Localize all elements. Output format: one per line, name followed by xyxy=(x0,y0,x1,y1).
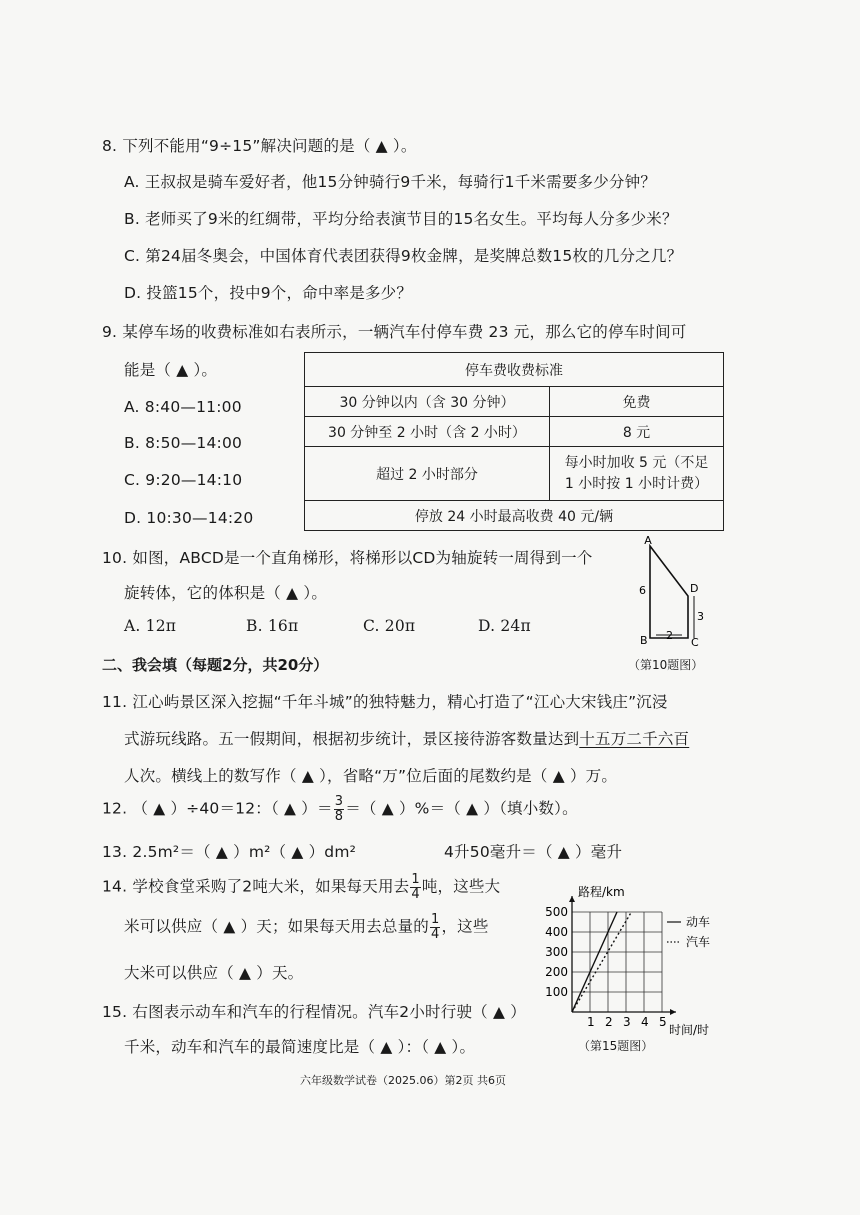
fee-row3-price-line2: 1 小时按 1 小时计费） xyxy=(564,475,709,492)
x-tick-label: 2 xyxy=(605,1015,613,1029)
parking-fee-table xyxy=(304,352,724,531)
label-d: D xyxy=(690,582,699,595)
q14-line1-fraction xyxy=(410,873,420,901)
chart-x-axis-label: 时间/时 xyxy=(669,1023,710,1037)
y-tick-label: 400 xyxy=(545,925,568,939)
fee-row2-condition: 30 分钟至 2 小时（含 2 小时） xyxy=(305,417,550,447)
fee-row1-price: 免费 xyxy=(550,387,724,417)
length-bc: 2 xyxy=(666,629,673,642)
q11-line2 xyxy=(124,727,689,749)
q11-line2-text: 式游玩线路。五一假期间，根据初步统计，景区接待游客数量达到 xyxy=(124,730,580,748)
q9-option-b: B. 8:50—14:00 xyxy=(124,434,243,452)
x-tick-label: 4 xyxy=(641,1015,649,1029)
q14-line2 xyxy=(124,913,489,941)
q15-line1: 15. 右图表示动车和汽车的行程情况。汽车2小时行驶（ ▲ ） xyxy=(102,1003,526,1021)
x-tick-label: 3 xyxy=(623,1015,631,1029)
q14-line2-frac-num: 1 xyxy=(430,912,440,927)
q9-option-d: D. 10:30—14:20 xyxy=(124,509,254,527)
fee-table-footer: 停放 24 小时最高收费 40 元/辆 xyxy=(305,501,724,531)
q8-option-c: C. 第24届冬奥会，中国体育代表团获得9枚金牌，是奖牌总数15枚的几分之几？ xyxy=(124,247,683,265)
label-a: A xyxy=(644,534,652,547)
q12-frac-num: 3 xyxy=(334,794,344,809)
label-b: B xyxy=(640,634,648,647)
q13-part-b: 4升50毫升＝（ ▲ ）毫升 xyxy=(444,843,623,861)
x-tick-label: 5 xyxy=(659,1015,667,1029)
length-ab: 6 xyxy=(639,584,646,597)
q14-line2-fraction xyxy=(430,913,440,941)
trapezoid-shape xyxy=(650,546,688,638)
q9-option-c: C. 9:20—14:10 xyxy=(124,471,243,489)
q12-line xyxy=(102,795,578,823)
q8-option-b: B. 老师买了9米的红绸带，平均分给表演节目的15名女生。平均每人分多少米？ xyxy=(124,210,678,228)
q12-part-b: ＝（ ▲ ）%＝（ ▲ ）（填小数）。 xyxy=(345,799,578,818)
q8-stem: 8. 下列不能用“9÷15”解决问题的是（ ▲ ）。 xyxy=(102,137,417,155)
fee-row2-price: 8 元 xyxy=(550,417,724,447)
q10-figure-caption: （第10题图） xyxy=(628,658,704,672)
q10-stem-line1: 10. 如图，ABCD是一个直角梯形，将梯形以CD为轴旋转一周得到一个 xyxy=(102,549,593,567)
series-line-0 xyxy=(572,912,617,1012)
q11-line3: 人次。横线上的数写作（ ▲ ），省略“万”位后面的尾数约是（ ▲ ）万。 xyxy=(124,767,618,785)
legend-series-2-label: 汽车 xyxy=(686,935,711,949)
y-tick-label: 100 xyxy=(545,985,568,999)
fee-row3-condition: 超过 2 小时部分 xyxy=(305,447,550,501)
q13-part-a: 13. 2.5m²＝（ ▲ ）m²（ ▲ ）dm² xyxy=(102,843,357,861)
y-tick-label: 300 xyxy=(545,945,568,959)
q9-stem-line2: 能是（ ▲ ）。 xyxy=(124,361,218,379)
q10-stem-line2: 旋转体，它的体积是（ ▲ ）。 xyxy=(124,584,328,602)
y-tick-label: 500 xyxy=(545,905,568,919)
q11-line1: 11. 江心屿景区深入挖掘“千年斗城”的独特魅力，精心打造了“江心大宋钱庄”沉浸 xyxy=(102,693,668,711)
trapezoid-figure xyxy=(628,534,708,649)
q12-frac-den: 8 xyxy=(334,808,344,824)
x-axis-arrow xyxy=(670,1009,676,1015)
q9-stem-line1: 9. 某停车场的收费标准如右表所示，一辆汽车付停车费 23 元，那么它的停车时间可 xyxy=(102,323,687,341)
q11-underlined-number: 十五万二千六百 xyxy=(579,730,690,748)
y-tick-label: 200 xyxy=(545,965,568,979)
chart-y-axis-label: 路程/km xyxy=(578,885,625,899)
q12-part-a: 12. （ ▲ ）÷40＝12：（ ▲ ）＝ xyxy=(102,799,333,818)
label-c: C xyxy=(691,636,699,649)
fee-row3-price xyxy=(550,447,724,501)
q14-line1-a: 14. 学校食堂采购了2吨大米，如果每天用去 xyxy=(102,877,410,896)
q10-option-a: A. 12π xyxy=(124,617,177,635)
q9-option-a: A. 8:40—11:00 xyxy=(124,398,242,416)
q10-option-c: C. 20π xyxy=(363,617,416,635)
q10-option-d: D. 24π xyxy=(478,617,531,635)
q8-option-d: D. 投篮15个，投中9个，命中率是多少？ xyxy=(124,284,413,302)
q15-figure-caption: （第15题图） xyxy=(578,1039,654,1053)
q14-line1 xyxy=(102,873,500,901)
q14-line2-a: 米可以供应（ ▲ ）天；如果每天用去总量的 xyxy=(124,917,429,936)
series-line-1 xyxy=(572,912,631,1012)
y-axis-arrow xyxy=(569,896,575,902)
q14-line1-b: 吨，这些大 xyxy=(421,877,501,896)
q15-distance-time-chart xyxy=(536,880,746,1040)
q14-line2-b: ，这些 xyxy=(441,917,489,936)
x-tick-label: 1 xyxy=(587,1015,595,1029)
fee-row3-price-line1: 每小时加收 5 元（不足 xyxy=(564,455,709,472)
q14-line2-frac-den: 4 xyxy=(430,926,440,942)
q14-line1-frac-num: 1 xyxy=(411,872,420,887)
q15-line2: 千米，动车和汽车的最简速度比是（ ▲ ）：（ ▲ ）。 xyxy=(124,1038,476,1056)
section-2-title: 二、我会填（每题2分，共20分） xyxy=(102,656,329,674)
fee-row1-condition: 30 分钟以内（含 30 分钟） xyxy=(305,387,550,417)
length-cd: 3 xyxy=(697,610,704,623)
fee-table-title: 停车费收费标准 xyxy=(305,353,724,387)
page-footer: 六年级数学试卷（2025.06）第2页 共6页 xyxy=(300,1074,506,1087)
q8-option-a: A. 王叔叔是骑车爱好者，他15分钟骑行9千米，每骑行1千米需要多少分钟？ xyxy=(124,173,657,191)
q14-line1-frac-den: 4 xyxy=(411,886,420,902)
q12-fraction xyxy=(334,795,344,823)
q10-option-b: B. 16π xyxy=(246,617,299,635)
legend-series-1-label: 动车 xyxy=(686,915,711,929)
q14-line3: 大米可以供应（ ▲ ）天。 xyxy=(124,964,304,982)
